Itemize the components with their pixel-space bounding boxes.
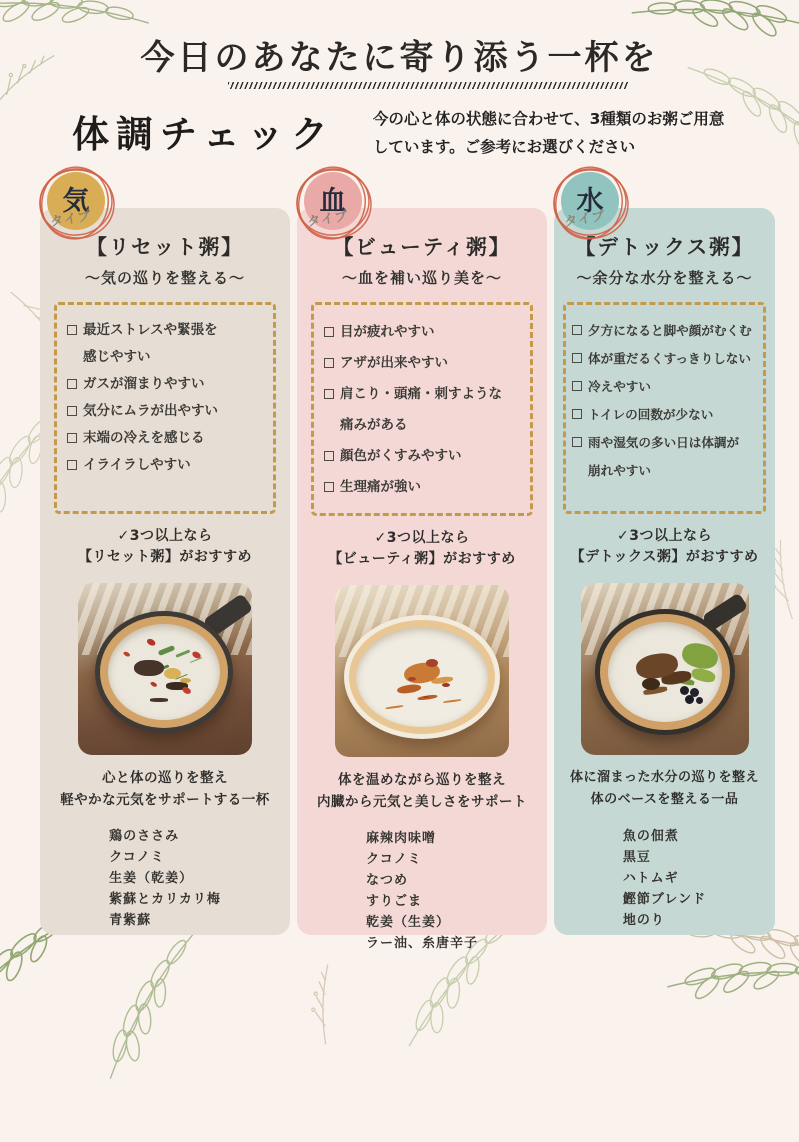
card-title: 【デトックス粥】: [574, 235, 755, 259]
checkbox-icon: [324, 327, 334, 337]
checklist-item: [572, 429, 760, 485]
checkbox-icon: [67, 325, 77, 335]
card-title: 【ビューティ粥】: [332, 235, 512, 259]
checkbox-icon: [324, 389, 334, 399]
recommend-line1: ✓3つ以上なら: [117, 528, 213, 544]
type-badge: [548, 162, 632, 246]
ingredient-item: 麻辣肉味噌: [365, 831, 436, 846]
checklist-item-text: 冷えやすい: [588, 379, 651, 394]
bowl-graphic: [595, 609, 735, 735]
checkbox-icon: [572, 381, 582, 391]
recommend-note: [554, 526, 775, 568]
porridge-type-card: [40, 185, 290, 935]
type-badge: [291, 162, 375, 246]
checklist-item-text: 目が疲れやすい: [340, 324, 435, 340]
checklist-item-text: イライラしやすい: [83, 457, 191, 473]
checklist-item: [324, 441, 524, 472]
porridge-photo: [581, 583, 749, 755]
checklist-item: [572, 317, 760, 345]
recommend-line2: 【ビューティ粥】がおすすめ: [328, 551, 516, 567]
ingredients-inner: [109, 826, 221, 931]
checklist-item: [572, 345, 760, 373]
ingredient-item: なつめ: [365, 873, 408, 888]
ingredients-list: [297, 828, 547, 954]
checklist-item-text: 雨や湿気の多い日は体調が 崩れやすい: [588, 435, 740, 478]
card-description: [297, 769, 547, 813]
intro-line1: 今の心と体の状態に合わせて、3種類のお粥ご用意: [372, 110, 725, 128]
checklist-box: [311, 302, 533, 516]
card-tagline: 〜気の巡りを整える〜: [84, 269, 245, 287]
ingredient-item: 魚の佃煮: [622, 829, 679, 844]
card-tagline: 〜余分な水分を整える〜: [576, 269, 753, 287]
porridge-type-card: [554, 185, 775, 935]
checklist-item: [67, 425, 267, 452]
checkbox-icon: [572, 353, 582, 363]
description-line1: 体に溜まった水分の巡りを整え: [569, 770, 759, 785]
ingredient-item: クコノミ: [365, 852, 422, 867]
ingredient-item: すりごま: [365, 894, 422, 909]
checklist-item-text: 気分にムラが出やすい: [83, 403, 218, 419]
card-tagline: 〜血を補い巡り美を〜: [341, 269, 502, 287]
checklist-item: [67, 452, 267, 479]
ingredients-list: [554, 826, 775, 931]
description-line2: 内臓から元気と美しさをサポート: [317, 794, 527, 810]
checklist-item: [324, 379, 524, 441]
type-label: タイプ: [306, 208, 350, 231]
checkbox-icon: [67, 433, 77, 443]
ingredient-item: 生姜（乾姜）: [109, 871, 194, 886]
card-description: [40, 767, 290, 811]
ingredient-item: 乾姜（生姜）: [365, 915, 450, 930]
ingredient-item: 鶏のささみ: [109, 829, 180, 844]
card-title: 【リセット粥】: [86, 235, 244, 259]
checklist-item-text: ガスが溜まりやすい: [83, 376, 205, 392]
checklist-item: [324, 317, 524, 348]
ingredient-item: クコノミ: [109, 850, 165, 865]
type-label: タイプ: [49, 208, 93, 231]
ingredient-item: 紫蘇とカリカリ梅: [109, 892, 221, 907]
checkbox-icon: [324, 451, 334, 461]
ingredient-item: ラー油、糸唐辛子: [365, 936, 478, 951]
ingredients-inner: [623, 826, 706, 931]
checkbox-icon: [324, 358, 334, 368]
type-badge: [34, 162, 118, 246]
porridge-type-card: [297, 185, 547, 951]
checkbox-icon: [572, 437, 582, 447]
checkbox-icon: [67, 406, 77, 416]
description-line1: 心と体の巡りを整え: [102, 770, 228, 786]
bowl-graphic: [344, 615, 500, 739]
recommend-line1: ✓3つ以上なら: [617, 528, 712, 544]
checklist-item: [67, 398, 267, 425]
intro-text: [373, 98, 724, 162]
checkbox-icon: [324, 482, 334, 492]
checklist-item-text: 肩こり・頭痛・刺すような 痛みがある: [340, 386, 502, 433]
checklist-item-text: トイレの回数が少ない: [588, 407, 714, 422]
porridge-cards-row: [40, 185, 775, 951]
checkbox-icon: [67, 379, 77, 389]
checklist-box: [563, 302, 766, 514]
ingredient-item: 黒豆: [622, 850, 651, 865]
recommend-line2: 【デトックス粥】がおすすめ: [570, 549, 759, 565]
checklist-item: [572, 373, 760, 401]
checklist-item: [67, 317, 267, 371]
checklist-item: [572, 401, 760, 429]
ingredient-item: ハトムギ: [622, 871, 679, 886]
checklist-box: [54, 302, 276, 514]
type-kanji: 水: [576, 185, 604, 217]
description-line2: 軽やかな元気をサポートする一杯: [60, 792, 270, 808]
checklist-item-text: 最近ストレスや緊張を 感じやすい: [83, 322, 218, 365]
checklist-item: [67, 371, 267, 398]
page-title: 今日のあなたに寄り添う一杯を: [140, 38, 659, 78]
ingredients-inner: [366, 828, 478, 954]
recommend-line1: ✓3つ以上なら: [374, 530, 470, 546]
checklist-item: [324, 348, 524, 379]
bowl-graphic: [95, 611, 233, 733]
intro-line2: しています。ご参考にお選びください: [372, 137, 636, 156]
ingredient-item: 青紫蘇: [109, 913, 152, 928]
type-kanji: 気: [62, 185, 90, 217]
checklist-item-text: アザが出来やすい: [340, 355, 448, 371]
checklist-item: [324, 472, 524, 503]
section-heading: 体調チェック: [72, 113, 335, 156]
ingredients-list: [40, 826, 290, 931]
description-line2: 体のベースを整える一品: [590, 792, 739, 807]
type-label: タイプ: [563, 208, 607, 231]
leaf-decoration-bottom-right-green-icon: [649, 920, 799, 1105]
checklist-item-text: 末端の冷えを感じる: [83, 430, 205, 446]
porridge-photo: [335, 585, 509, 757]
hatched-divider: [228, 82, 628, 89]
porridge-surface: [108, 624, 220, 720]
recommend-line2: 【リセット粥】がおすすめ: [78, 549, 252, 565]
ingredient-item: 鰹節ブレンド: [622, 892, 707, 907]
checklist-item-text: 体が重だるくすっきりしない: [588, 351, 751, 366]
checkbox-icon: [572, 409, 582, 419]
porridge-photo: [78, 583, 252, 755]
porridge-surface: [608, 622, 722, 722]
card-description: [554, 767, 775, 811]
description-line1: 体を温めながら巡りを整え: [338, 772, 506, 788]
ingredient-item: 地のり: [622, 913, 665, 928]
checkbox-icon: [572, 325, 582, 335]
checklist-item-text: 夕方になると脚や顔がむくむ: [588, 323, 752, 338]
checklist-item-text: 生理痛が強い: [340, 479, 421, 495]
recommend-note: [297, 528, 547, 570]
checkbox-icon: [67, 460, 77, 470]
porridge-surface: [356, 627, 488, 727]
type-kanji: 血: [319, 185, 347, 217]
recommend-note: [40, 526, 290, 568]
checklist-item-text: 顔色がくすみやすい: [340, 448, 462, 464]
